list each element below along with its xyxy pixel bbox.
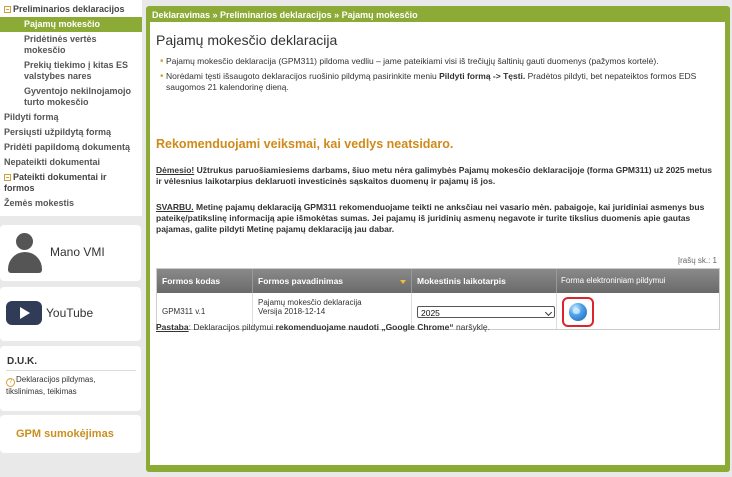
duk-card [0,346,141,411]
sidebar-item-preliminarios[interactable]: Preliminarios deklaracijos [0,2,142,17]
column-header-name[interactable]: Formos pavadinimas [253,269,412,293]
gpm-sumokejimas-card[interactable] [0,415,141,453]
divider [6,370,136,371]
sidebar-item-pajamu-mokescio[interactable]: Pajamų mokesčio [0,17,142,32]
help-icon: ? [6,378,15,387]
cell-electronic-form [557,293,719,329]
page-title: Pajamų mokesčio deklaracija [156,32,338,48]
sidebar [0,0,142,477]
mano-vmi-label: Mano VMI [50,245,105,259]
notice-demesio: Dėmesio! Užtrukus paruošiamiesiems darbams, šiuo metu nėra galimybės Pajamų mokesčio deklaracijoje (forma GPM311) už 2025 metus ir vėlesnius laikotarpius deklaruoti investicinės sąskaitos duomenų ir pajamų iš jos. [156,165,713,186]
sidebar-item-nekilnojamojo-turto[interactable]: Gyventojo nekilnojamojo turto mokesčio [24,86,132,107]
list-item: • Norėdami tęsti išsaugoto deklaracijos ruošinio pildymą pasirinkite meniu Pildyti formą -> Tęsti. Pradėtos pildyti, bet nepateiktos formos EDS saugomos 21 kalendorinę dieną. [160,71,697,92]
main-frame [146,6,730,472]
column-header-period[interactable]: Mokestinis laikotarpis [412,269,557,293]
bullet-icon: • [160,71,164,82]
recommended-actions-link[interactable]: Rekomenduojami veiksmai, kai vedlys neatsidaro. [156,137,454,151]
breadcrumb: Deklaravimas » Preliminarios deklaracijos » Pajamų mokesčio [152,10,418,20]
sidebar-item-nepateikti[interactable]: Nepateikti dokumentai [4,157,101,167]
youtube-card[interactable] [0,287,141,341]
expand-icon[interactable] [4,174,11,181]
notice-svarbu: SVARBU. Metinę pajamų deklaraciją GPM311 rekomenduojame teikti ne anksčiau nei vasario mėn. pabaigoje, kai juridiniai asmenys bus pateikę/patikslinę informaciją apie išmokėtas sumas. Jei pajamų iš juridinių asmenų negavote ir turite tikslius duomenis apie gautas pajamas, galite pildyti Metinę pajamų deklaraciją jau dabar. [156,202,705,234]
bullet-icon: • [160,56,164,67]
info-list [160,56,720,97]
form-name: Pajamų mokesčio deklaracija [258,298,362,307]
browser-note: Pastaba: Deklaracijos pildymui rekomenduojame naudoti „Google Chrome“ naršyklę. [156,322,490,332]
youtube-label: YouTube [46,306,94,320]
main-content [150,22,725,465]
sidebar-nav [0,0,142,216]
form-version: Versija 2018-12-14 [258,307,326,316]
sidebar-item-prideti-dokumenta[interactable]: Pridėti papildomą dokumentą [4,142,131,152]
list-item: • Pajamų mokesčio deklaracija (GPM311) pildoma vedliu – jame pateikiami visi iš trečiųjų šaltinių gauti duomenys (pažymos kortelė). [160,56,659,67]
open-form-button[interactable] [562,297,594,327]
sidebar-item-pateikti[interactable]: Pateikti dokumentai ir formos [4,172,107,193]
table-header [157,269,719,293]
record-count: Įrašų sk.: 1 [677,256,717,265]
sort-desc-icon [400,280,406,284]
cell-form-code: GPM311 v.1 [157,293,253,329]
sidebar-item-zemes-mokestis[interactable]: Žemės mokestis [4,198,75,208]
youtube-play-icon [6,301,42,325]
sidebar-item-persiusti[interactable]: Persiųsti užpildytą formą [4,127,112,137]
duk-title: D.U.K. [7,356,37,367]
duk-link[interactable]: ? Deklaracijos pildymas, tikslinimas, teikimas [6,375,96,396]
gpm-sumokejimas-label: GPM sumokėjimas [16,428,114,440]
sidebar-item-prekiu-tiekimo[interactable]: Prekių tiekimo į kitas ES valstybes nares [24,60,129,81]
collapse-icon[interactable] [4,6,11,13]
forms-table [156,268,720,330]
sidebar-item-pildyti-forma[interactable]: Pildyti formą [4,112,59,122]
period-select[interactable]: 2025 [417,306,555,318]
column-header-electronic-form: Forma elektroniniam pildymui [561,276,666,285]
mano-vmi-card[interactable] [0,225,141,281]
user-icon [6,233,44,273]
column-header-code[interactable]: Formos kodas [157,269,253,293]
sidebar-item-pvm[interactable]: Pridėtinės vertės mokesčio [24,34,97,55]
globe-icon [569,303,587,321]
